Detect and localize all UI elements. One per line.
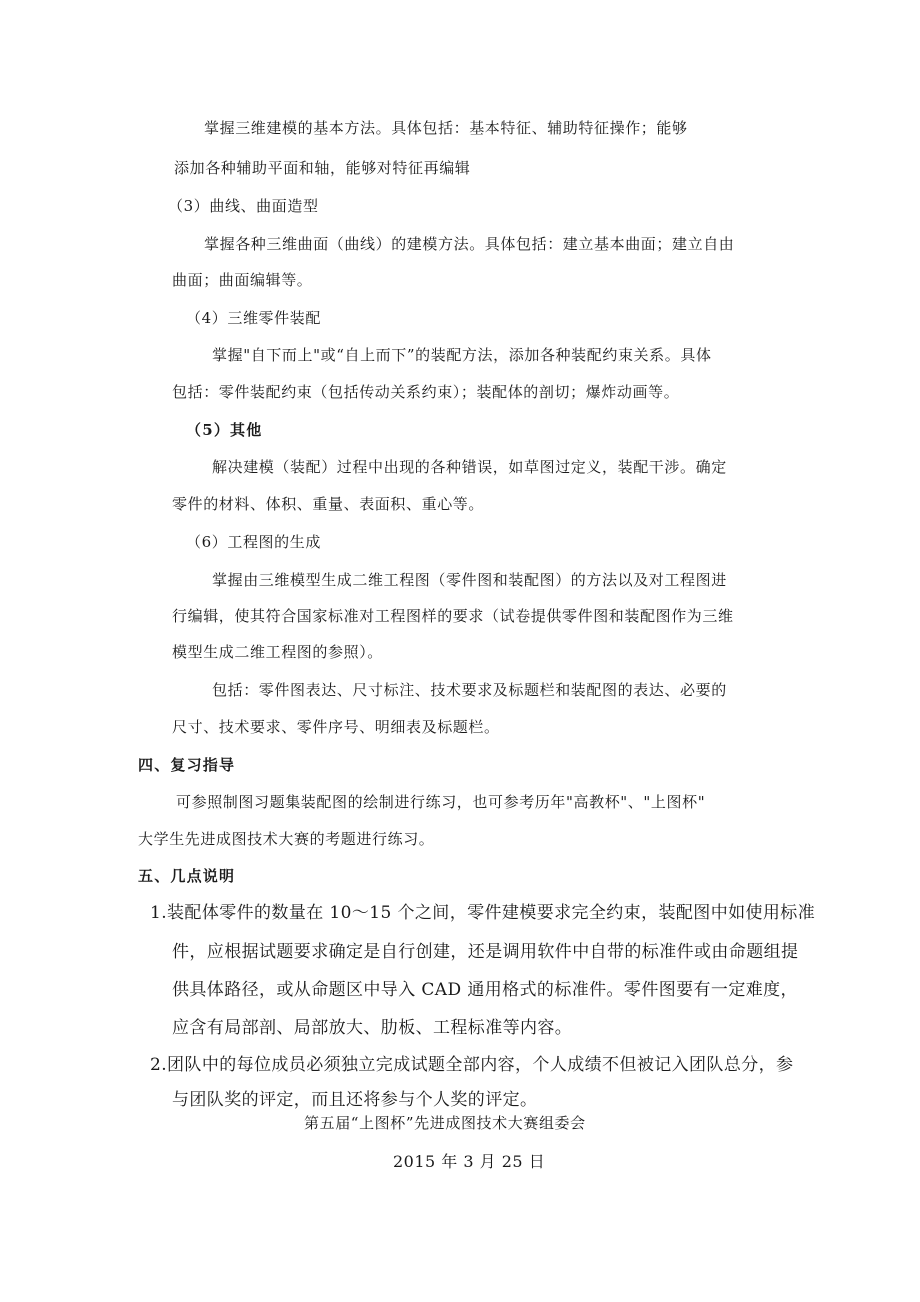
text-line-16: 包括：零件图表达、尺寸标注、技术要求及标题栏和装配图的表达、必要的 xyxy=(212,681,727,699)
text-line-26: 2.团队中的每位成员必须独立完成试题全部内容，个人成绩不但被记入团队总分，参 xyxy=(150,1055,794,1075)
chapter-heading-review: 四、复习指导 xyxy=(138,756,236,774)
text-line-1: 掌握三维建模的基本方法。具体包括：基本特征、辅助特征操作；能够 xyxy=(204,119,688,137)
text-line-10: 解决建模（装配）过程中出现的各种错误，如草图过定义，装配干涉。确定 xyxy=(212,458,727,476)
text-line-7: 掌握"自下而上"或“自上而下”的装配方法，添加各种装配约束关系。具体 xyxy=(212,346,712,364)
text-line-17: 尺寸、技术要求、零件序号、明细表及标题栏。 xyxy=(172,718,500,736)
text-line-4: 掌握各种三维曲面（曲线）的建模方法。具体包括：建立基本曲面；建立自由 xyxy=(204,235,735,253)
section-heading-4: （4）三维零件装配 xyxy=(186,309,321,327)
text-line-14: 行编辑，使其符合国家标准对工程图样的要求（试卷提供零件图和装配图作为三维 xyxy=(172,607,734,625)
text-line-2: 添加各种辅助平面和轴，能够对特征再编辑 xyxy=(174,159,471,177)
text-line-22: 1.装配体零件的数量在 10～15 个之间，零件建模要求完全约束，装配图中如使用标准 xyxy=(150,903,816,923)
text-line-24: 供具体路径，或从命题区中导入 CAD 通用格式的标准件。零件图要有一定难度， xyxy=(172,980,798,1000)
section-heading-3: （3）曲线、曲面造型 xyxy=(168,197,319,215)
document-date: 2015 年 3 月 25 日 xyxy=(393,1152,546,1171)
text-line-11: 零件的材料、体积、重量、表面积、重心等。 xyxy=(172,495,485,513)
text-line-5: 曲面；曲面编辑等。 xyxy=(172,271,313,289)
text-line-15: 模型生成二维工程图的参照）。 xyxy=(172,643,383,661)
text-line-20: 大学生先进成图技术大赛的考题进行练习。 xyxy=(138,830,435,848)
text-line-25: 应含有局部剖、局部放大、肋板、工程标准等内容。 xyxy=(172,1018,573,1038)
section-heading-6: （6）工程图的生成 xyxy=(186,533,321,551)
text-line-19: 可参照制图习题集装配图的绘制进行练习，也可参考历年"高教杯"、"上图杯" xyxy=(176,793,706,811)
text-line-8: 包括：零件装配约束（包括传动关系约束）；装配体的剖切；爆炸动画等。 xyxy=(172,383,680,401)
text-line-23: 件，应根据试题要求确定是自行创建，还是调用软件中自带的标准件或由命题组提 xyxy=(172,942,799,962)
section-heading-5: （5）其他 xyxy=(186,421,263,439)
text-line-27: 与团队奖的评定，而且还将参与个人奖的评定。 xyxy=(172,1090,538,1110)
chapter-heading-notes: 五、几点说明 xyxy=(138,867,236,885)
organizer-signature: 第五届“上图杯”先进成图技术大赛组委会 xyxy=(304,1114,586,1132)
text-line-13: 掌握由三维模型生成二维工程图（零件图和装配图）的方法以及对工程图进 xyxy=(212,571,727,589)
